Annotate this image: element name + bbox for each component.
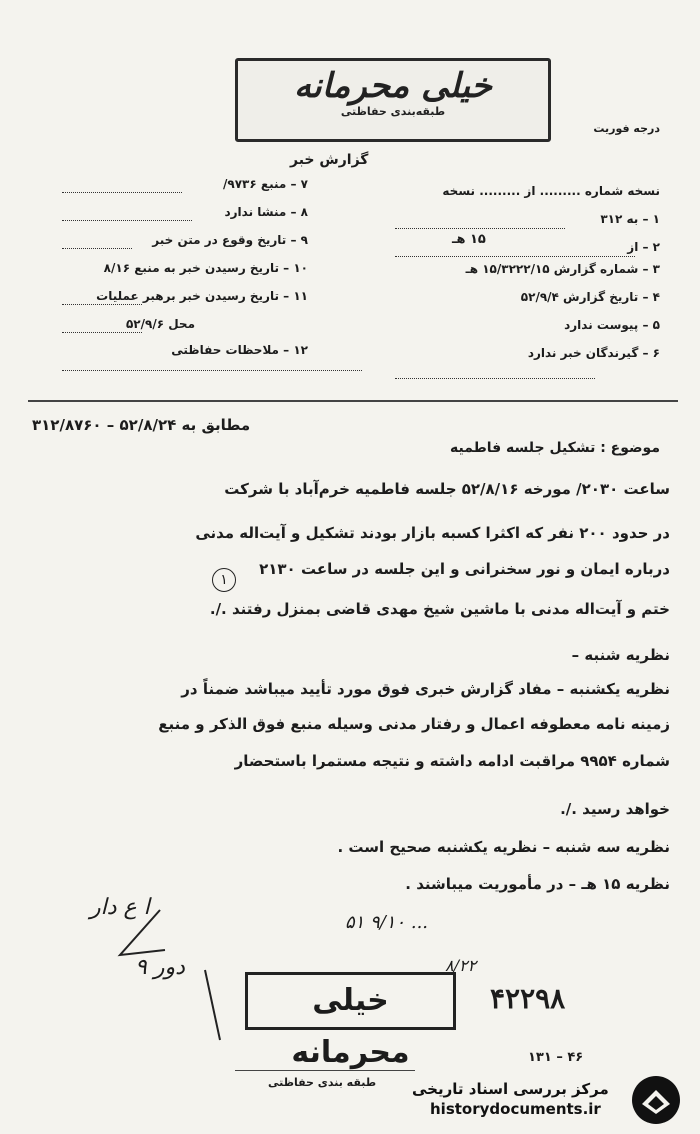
footer-classification: طبقه بندی حفاظتی bbox=[268, 1076, 377, 1089]
subject-line: موضوع : تشکیل جلسه فاطمیه bbox=[449, 440, 660, 456]
field-event-date: ۹ – تاریخ وقوع در متن خبر bbox=[152, 233, 308, 247]
bottom-classification-stamp: خیلی محرمانه bbox=[245, 972, 456, 1030]
field-location: محل ۵۲/۹/۶ bbox=[125, 317, 195, 331]
field-security-notes: ۱۲ – ملاحظات حفاظتی bbox=[171, 343, 308, 357]
body-line: شماره ۹۹۵۴ مراقبت ادامه داشته و نتیجه مستمرا باستحضار bbox=[234, 752, 670, 770]
field-news-date-leader: ۱۱ – تاریخ رسیدن خبر برهبر عملیات bbox=[96, 289, 308, 303]
stamp-subtitle: طبقه‌بندی حفاظتی bbox=[340, 105, 446, 118]
body-line: زمینه نامه معطوفه اعمال و رفتار مدنی وسیله منبع فوق الذکر و منبع bbox=[158, 715, 670, 733]
field-source: ۷ – منبع ۹۷۳۶/ bbox=[223, 177, 308, 191]
body-line: ختم و آیت‌اله مدنی با ماشین شیخ مهدی قاضی بمنزل رفتند ./. bbox=[209, 600, 670, 618]
reference-number: مطابق به ۵۲/۸/۲۴ – ۳۱۲/۸۷۶۰ bbox=[32, 416, 251, 434]
margin-mark: ۱۵ هـ bbox=[452, 232, 486, 247]
field-recipients: ۶ – گیرندگان خبر ندارد bbox=[527, 346, 660, 360]
body-line: در حدود ۲۰۰ نفر که اکثرا کسبه بازار بودند تشکیل و آیت‌اله مدنی bbox=[195, 524, 670, 542]
body-line: نظریه ۱۵ هـ – در مأموریت میباشند . bbox=[405, 875, 670, 893]
body-line: نظریه سه شنبه – نظریه یکشنبه صحیح است . bbox=[337, 838, 670, 856]
handwritten-note: دور ۹ bbox=[135, 955, 185, 980]
field-to: ۱ – به ۳۱۲ bbox=[600, 212, 660, 226]
body-line: ساعت ۲۰۳۰/ مورخه ۵۲/۸/۱۶ جلسه فاطمیه خرم‌آباد با شرکت bbox=[224, 480, 670, 498]
file-number: ۴۲۲۹۸ bbox=[490, 982, 566, 1015]
circled-mark: ۱ bbox=[212, 568, 236, 592]
signature-stroke bbox=[200, 965, 230, 1045]
watermark-url: historydocuments.ir bbox=[430, 1100, 601, 1118]
urgency-label: درجه فوریت bbox=[593, 122, 660, 135]
header-divider bbox=[28, 400, 678, 402]
field-origin: ۸ – منشا ندارد bbox=[224, 205, 308, 219]
body-line: خواهد رسید ./. bbox=[560, 800, 670, 818]
handwritten-date: ۸/۲۲ bbox=[445, 956, 477, 975]
field-news-date-source: ۱۰ – تاریخ رسیدن خبر به منبع ۸/۱۶ bbox=[103, 261, 308, 275]
body-line: نظریه یکشنبه – مفاد گزارش خبری فوق مورد تأیید میباشد ضمناً در bbox=[181, 680, 670, 698]
field-report-number: ۳ – شماره گزارش ۱۵/۳۲۲۲/۱۵ هـ bbox=[465, 262, 660, 276]
field-copy-number: نسخه شماره ......... از ......... نسخه bbox=[442, 184, 660, 198]
handwritten-signature: ا ع دار bbox=[90, 895, 150, 920]
form-title: گزارش خبر bbox=[290, 152, 369, 168]
footer-divider bbox=[235, 1070, 415, 1071]
watermark-title: مرکز بررسی اسناد تاریخی bbox=[412, 1080, 609, 1098]
field-report-date: ۴ – تاریخ گزارش ۵۲/۹/۴ bbox=[520, 290, 660, 304]
archive-logo-icon bbox=[628, 1072, 684, 1128]
body-line: نظریه شنبه – bbox=[571, 646, 670, 664]
field-from: ۲ – از bbox=[627, 240, 660, 254]
classification-stamp bbox=[235, 58, 551, 142]
page-code: ۱۳۱ – ۴۶ bbox=[528, 1050, 584, 1065]
field-attachment: ۵ – پیوست ندارد bbox=[564, 318, 660, 332]
stamp-text: خیلی محرمانه bbox=[294, 66, 492, 106]
handwritten-numbers: ۵۱ ۹/۱۰ ... bbox=[345, 912, 429, 933]
body-line: درباره ایمان و نور سخنرانی و این جلسه در ساعت ۲۱۳۰ bbox=[259, 560, 670, 578]
